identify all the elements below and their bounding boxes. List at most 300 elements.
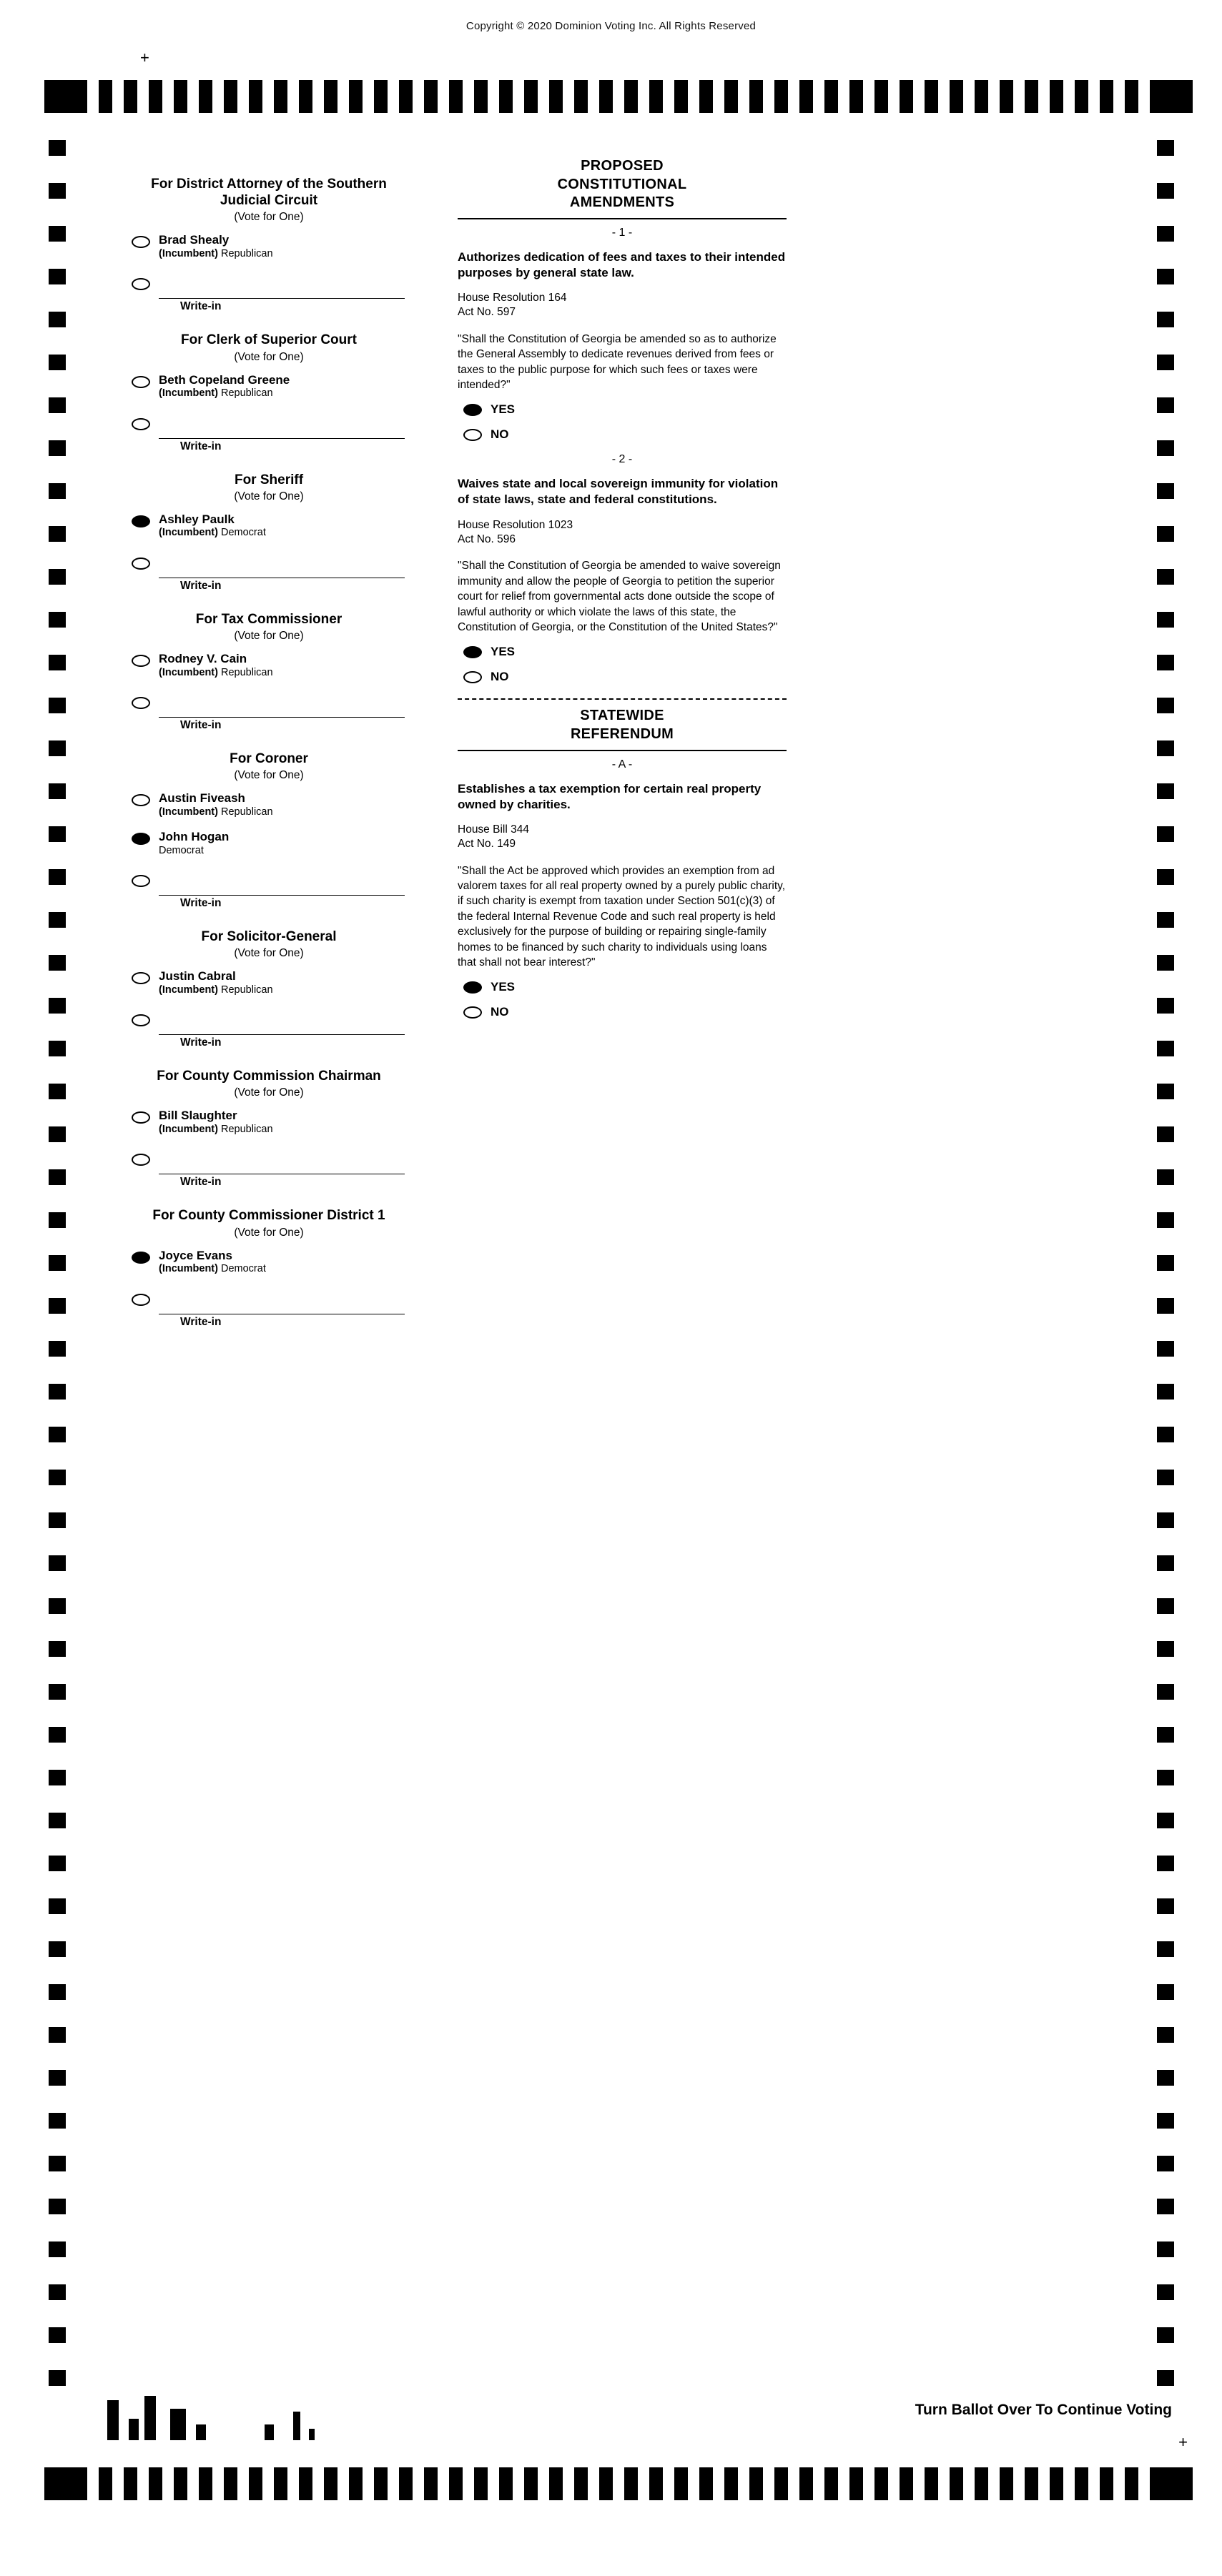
ballot-id-mark (107, 2400, 119, 2440)
timing-mark (1157, 1941, 1174, 1957)
timing-mark (249, 80, 262, 113)
timing-mark (1100, 80, 1113, 113)
timing-mark (324, 80, 337, 113)
timing-mark (199, 80, 212, 113)
timing-mark (274, 80, 287, 113)
timing-mark (1157, 1598, 1174, 1614)
contest-3 (126, 472, 412, 593)
timing-mark (1000, 2467, 1013, 2500)
timing-mark (1157, 1555, 1174, 1571)
timing-mark (49, 1984, 66, 2000)
write-in-line[interactable] (159, 277, 405, 299)
timing-mark (124, 80, 137, 113)
candidate-party: (Incumbent) Republican (159, 984, 273, 996)
contest-2 (126, 332, 412, 452)
ballot-id-mark (196, 2424, 206, 2440)
contest-title: For Sheriff (234, 472, 304, 487)
timing-mark (149, 2467, 162, 2500)
contest-4 (126, 611, 412, 732)
timing-mark (1157, 1684, 1174, 1700)
vote-oval[interactable] (463, 1006, 482, 1019)
vote-oval[interactable] (132, 236, 150, 248)
timing-mark (49, 1427, 66, 1442)
write-in-label: Write-in (180, 897, 222, 910)
timing-mark (49, 2113, 66, 2129)
timing-mark (1157, 1856, 1174, 1871)
write-in-line[interactable] (159, 417, 405, 439)
timing-mark (224, 2467, 237, 2500)
measure-option-label: YES (491, 402, 516, 417)
timing-mark (1157, 1427, 1174, 1442)
candidate-option[interactable] (126, 513, 412, 542)
timing-mark (1157, 355, 1174, 370)
timing-mark (1157, 483, 1174, 499)
timing-mark (1157, 1126, 1174, 1142)
timing-mark (599, 80, 613, 113)
contest-title: For Solicitor-General (201, 929, 337, 945)
write-in-option[interactable] (126, 417, 412, 453)
vote-oval[interactable] (132, 1111, 150, 1124)
measure-body: "Shall the Constitution of Georgia be amended to waive sovereign immunity and allow the people of Georgia to petition the superior court for relief from governmental acts done outside the scope of lawful authority or which violate the laws of this state, the Constitution of Georgia, or the Constitution of the United States?" (458, 560, 781, 633)
turn-ballot-over-text: Turn Ballot Over To Continue Voting (915, 2402, 1172, 2418)
timing-mark (1157, 526, 1174, 542)
vote-oval[interactable] (132, 515, 150, 527)
timing-mark (1157, 1813, 1174, 1828)
timing-mark (774, 80, 788, 113)
timing-mark (1125, 80, 1138, 113)
measure-reference: House Resolution 164 Act No. 597 (458, 291, 567, 319)
timing-mark (1157, 226, 1174, 242)
candidate-party: (Incumbent) Democrat (159, 527, 266, 539)
timing-mark (49, 1298, 66, 1314)
timing-mark (49, 2241, 66, 2257)
timing-mark (49, 783, 66, 799)
timing-mark (44, 80, 87, 113)
timing-mark (49, 1770, 66, 1785)
candidate-party: (Incumbent) Republican (159, 666, 273, 678)
candidate-option[interactable] (126, 970, 412, 999)
write-in-option[interactable] (126, 873, 412, 910)
vote-oval[interactable] (463, 671, 482, 683)
vote-oval[interactable] (132, 794, 150, 806)
timing-mark (49, 2156, 66, 2171)
measure-option[interactable] (458, 980, 787, 999)
write-in-option[interactable] (126, 1292, 412, 1329)
measure-body: "Shall the Constitution of Georgia be amended so as to authorize the General Assembly to dedicate revenues derived from fees or taxes to the public purpose for which such fees or taxes were intended?" (458, 332, 777, 391)
timing-mark (1157, 140, 1174, 156)
candidate-party: (Incumbent) Republican (159, 387, 273, 400)
timing-mark (1157, 698, 1174, 713)
timing-mark (1157, 869, 1174, 885)
ballot-id-mark (309, 2429, 315, 2440)
timing-mark (1157, 1984, 1174, 2000)
candidate-option[interactable] (126, 374, 412, 402)
candidate-name: Brad Shealy (159, 233, 230, 247)
candidate-name: Bill Slaughter (159, 1109, 237, 1123)
ballot-id-mark (144, 2396, 156, 2440)
timing-mark (799, 80, 813, 113)
timing-mark (174, 80, 187, 113)
write-in-option[interactable] (126, 1152, 412, 1189)
timing-mark (925, 2467, 938, 2500)
timing-mark (1157, 1898, 1174, 1914)
timing-mark (49, 612, 66, 628)
timing-mark (49, 2284, 66, 2300)
ballot-id-mark (129, 2419, 139, 2440)
contest-instruction: (Vote for One) (234, 1086, 304, 1099)
measure-3 (458, 758, 787, 1024)
timing-mark (374, 2467, 388, 2500)
timing-mark (1157, 1084, 1174, 1099)
timing-mark (49, 440, 66, 456)
timing-mark (1157, 269, 1174, 284)
timing-mark (824, 2467, 838, 2500)
timing-mark (49, 912, 66, 928)
timing-mark (724, 80, 738, 113)
timing-mark (1157, 2070, 1174, 2086)
timing-mark (499, 80, 513, 113)
write-in-line[interactable] (159, 1152, 405, 1174)
timing-mark (1157, 2027, 1174, 2043)
timing-mark (1157, 612, 1174, 628)
timing-mark (99, 2467, 112, 2500)
timing-mark (1157, 1641, 1174, 1657)
vote-oval[interactable] (463, 429, 482, 441)
timing-mark (49, 1212, 66, 1228)
candidate-party: (Incumbent) Republican (159, 1124, 273, 1136)
copyright-notice: Copyright © 2020 Dominion Voting Inc. All Rights Reserved (465, 20, 757, 32)
write-in-option[interactable] (126, 695, 412, 732)
candidate-option[interactable] (126, 234, 412, 262)
timing-mark (1157, 655, 1174, 670)
vote-oval[interactable] (132, 418, 150, 430)
timing-mark (399, 80, 413, 113)
measure-option-label: YES (491, 980, 516, 994)
timing-mark (49, 526, 66, 542)
write-in-option[interactable] (126, 277, 412, 313)
timing-mark (349, 80, 363, 113)
timing-mark (49, 1126, 66, 1142)
timing-mark (874, 80, 888, 113)
timing-mark (1157, 1255, 1174, 1271)
registration-mark-top-icon: + (140, 49, 149, 66)
timing-mark (699, 80, 713, 113)
timing-mark (49, 226, 66, 242)
candidate-name: Justin Cabral (159, 969, 236, 984)
vote-oval[interactable] (463, 646, 482, 658)
timing-mark (1157, 1770, 1174, 1785)
timing-mark (1075, 80, 1088, 113)
timing-mark (49, 183, 66, 199)
contest-instruction: (Vote for One) (234, 629, 304, 642)
timing-mark (49, 1384, 66, 1400)
measure-body: "Shall the Act be approved which provides an exemption from ad valorem taxes for all real property owned by a purely public charity, if such charity is exempt from taxation under Section 501(c)(3) of the federal Internal Revenue Code and such real property is held exclusively for the purpose of building or repairing single-family homes to be financed by such charity to individuals using loans that shall not bear interest?" (458, 864, 786, 969)
candidate-party: (Incumbent) Republican (159, 806, 273, 818)
measure-title: Waives state and local sovereign immunity for violation of state laws, state and federal constitutions. (458, 477, 779, 507)
vote-oval[interactable] (463, 404, 482, 416)
timing-mark (925, 80, 938, 113)
candidate-option[interactable] (126, 1109, 412, 1138)
timing-mark (1157, 1298, 1174, 1314)
write-in-line[interactable] (159, 873, 405, 896)
timing-mark (49, 2327, 66, 2343)
contest-title: For County Commissioner District 1 (152, 1208, 385, 1224)
timing-mark (174, 2467, 187, 2500)
candidate-name: John Hogan (159, 830, 230, 844)
vote-oval[interactable] (132, 1014, 150, 1026)
timing-mark (674, 80, 688, 113)
contest-1 (126, 176, 412, 313)
candidate-party: (Incumbent) Democrat (159, 1263, 266, 1275)
timing-mark (44, 2467, 87, 2500)
timing-mark (474, 2467, 488, 2500)
vote-oval[interactable] (132, 1294, 150, 1306)
timing-mark (1025, 2467, 1038, 2500)
timing-mark (99, 80, 112, 113)
candidate-name: Ashley Paulk (159, 512, 235, 526)
write-in-line[interactable] (159, 1013, 405, 1035)
timing-mark (749, 80, 763, 113)
candidate-option[interactable] (126, 792, 412, 821)
registration-mark-bottom-icon: + (1178, 2433, 1188, 2451)
timing-mark (199, 2467, 212, 2500)
contest-5 (126, 750, 412, 910)
timing-mark (524, 80, 538, 113)
timing-mark (774, 2467, 788, 2500)
write-in-line[interactable] (159, 695, 405, 718)
timing-mark (49, 483, 66, 499)
timing-mark (449, 80, 463, 113)
ballot-column-left (126, 157, 412, 1329)
measure-option[interactable] (458, 670, 787, 688)
timing-mark (1157, 183, 1174, 199)
measure-title: Establishes a tax exemption for certain real property owned by charities. (458, 781, 762, 811)
timing-mark (900, 80, 913, 113)
timing-mark (849, 2467, 863, 2500)
timing-mark (1157, 2113, 1174, 2129)
timing-mark (1157, 440, 1174, 456)
timing-mark (49, 569, 66, 585)
timing-mark (699, 2467, 713, 2500)
timing-mark (549, 80, 563, 113)
timing-mark (49, 397, 66, 413)
timing-mark (674, 2467, 688, 2500)
timing-mark (49, 1641, 66, 1657)
timing-mark (49, 269, 66, 284)
timing-mark (1157, 783, 1174, 799)
ballot-id-mark (265, 2424, 274, 2440)
proposed-amendments-banner: PROPOSED CONSTITUTIONAL AMENDMENTS (458, 157, 787, 219)
timing-mark (299, 80, 312, 113)
timing-mark (49, 1727, 66, 1743)
timing-mark (1150, 2467, 1193, 2500)
measure-option-label: YES (491, 645, 516, 659)
timing-mark (49, 2070, 66, 2086)
timing-mark (724, 2467, 738, 2500)
measure-option[interactable] (458, 645, 787, 663)
timing-mark (49, 1255, 66, 1271)
timing-mark (424, 2467, 438, 2500)
timing-mark (749, 2467, 763, 2500)
timing-mark (49, 998, 66, 1014)
timing-mark (449, 2467, 463, 2500)
candidate-party: Democrat (159, 844, 204, 856)
write-in-line[interactable] (159, 1292, 405, 1314)
timing-mark (324, 2467, 337, 2500)
timing-mark (49, 1084, 66, 1099)
timing-mark (574, 80, 588, 113)
timing-mark (1000, 80, 1013, 113)
timing-mark (624, 80, 638, 113)
vote-oval[interactable] (132, 278, 150, 290)
candidate-option[interactable] (126, 1249, 412, 1278)
contest-7 (126, 1068, 412, 1189)
write-in-label: Write-in (180, 1315, 222, 1328)
statewide-referendum-banner: STATEWIDE REFERENDUM (458, 698, 787, 750)
write-in-option[interactable] (126, 556, 412, 593)
contest-title: For Clerk of Superior Court (181, 332, 357, 348)
timing-mark (49, 312, 66, 327)
timing-mark (549, 2467, 563, 2500)
timing-mark (1157, 2327, 1174, 2343)
timing-mark (1157, 1512, 1174, 1528)
timing-mark (49, 1041, 66, 1056)
measure-option-label: NO (491, 670, 509, 684)
timing-mark (975, 2467, 988, 2500)
timing-mark (1157, 1727, 1174, 1743)
measure-option[interactable] (458, 427, 787, 446)
timing-mark (499, 2467, 513, 2500)
timing-mark (874, 2467, 888, 2500)
timing-mark (1025, 80, 1038, 113)
timing-mark (950, 2467, 963, 2500)
vote-oval[interactable] (463, 981, 482, 994)
contest-instruction: (Vote for One) (234, 350, 304, 363)
timing-mark (975, 80, 988, 113)
contest-title: For Coroner (230, 750, 308, 766)
write-in-option[interactable] (126, 1013, 412, 1049)
vote-oval[interactable] (132, 655, 150, 667)
timing-mark (49, 1684, 66, 1700)
measure-number: - 1 - (611, 226, 633, 239)
measure-1 (458, 227, 787, 447)
timing-marks-left (49, 140, 66, 2413)
candidate-option[interactable] (126, 653, 412, 681)
timing-mark (649, 80, 663, 113)
timing-mark (799, 2467, 813, 2500)
candidate-name: Beth Copeland Greene (159, 372, 290, 387)
timing-mark (49, 955, 66, 971)
write-in-label: Write-in (180, 579, 222, 592)
contest-instruction: (Vote for One) (234, 490, 304, 502)
candidate-name: Austin Fiveash (159, 791, 245, 806)
timing-mark (1157, 998, 1174, 1014)
timing-mark (1157, 312, 1174, 327)
measure-option[interactable] (458, 402, 787, 421)
contest-instruction: (Vote for One) (234, 947, 304, 960)
write-in-label: Write-in (180, 1036, 222, 1049)
timing-mark (49, 1555, 66, 1571)
measure-option-label: NO (491, 427, 509, 442)
vote-oval[interactable] (132, 972, 150, 984)
timing-mark (1157, 1041, 1174, 1056)
write-in-line[interactable] (159, 556, 405, 578)
candidate-party: (Incumbent) Republican (159, 248, 273, 260)
timing-mark (149, 80, 162, 113)
timing-mark (1157, 397, 1174, 413)
timing-mark (1157, 1470, 1174, 1485)
timing-mark (349, 2467, 363, 2500)
timing-mark (1157, 912, 1174, 928)
timing-mark (49, 2027, 66, 2043)
timing-mark (1157, 955, 1174, 971)
timing-mark (49, 1598, 66, 1614)
vote-oval[interactable] (132, 376, 150, 388)
timing-mark (49, 655, 66, 670)
timing-mark (1157, 1212, 1174, 1228)
measure-reference: House Bill 344 Act No. 149 (458, 823, 529, 851)
write-in-label: Write-in (180, 1176, 222, 1189)
timing-mark (599, 2467, 613, 2500)
timing-mark (49, 1470, 66, 1485)
timing-mark (900, 2467, 913, 2500)
timing-mark (49, 1341, 66, 1357)
timing-mark (1100, 2467, 1113, 2500)
timing-mark (299, 2467, 312, 2500)
timing-mark (49, 740, 66, 756)
vote-oval[interactable] (132, 875, 150, 887)
vote-oval[interactable] (132, 1252, 150, 1264)
timing-mark (49, 1941, 66, 1957)
timing-mark (424, 80, 438, 113)
measure-title: Authorizes dedication of fees and taxes to their intended purposes by general state law. (458, 249, 786, 279)
timing-mark (49, 2370, 66, 2386)
vote-oval[interactable] (132, 558, 150, 570)
measure-2 (458, 453, 787, 688)
write-in-label: Write-in (180, 300, 222, 313)
write-in-label: Write-in (180, 718, 222, 731)
measure-number: - 2 - (611, 453, 633, 466)
write-in-label: Write-in (180, 440, 222, 452)
timing-mark (399, 2467, 413, 2500)
timing-mark (1157, 1384, 1174, 1400)
timing-mark (49, 1169, 66, 1185)
timing-mark (124, 2467, 137, 2500)
contest-instruction: (Vote for One) (234, 1226, 304, 1239)
candidate-option[interactable] (126, 831, 412, 859)
timing-mark (624, 2467, 638, 2500)
vote-oval[interactable] (132, 1154, 150, 1166)
measure-option-label: NO (491, 1005, 509, 1019)
timing-mark (1050, 80, 1063, 113)
timing-mark (224, 80, 237, 113)
timing-marks-top (44, 80, 1204, 113)
timing-mark (1157, 826, 1174, 842)
ballot-column-right (458, 157, 787, 1024)
vote-oval[interactable] (132, 697, 150, 709)
measure-reference: House Resolution 1023 Act No. 596 (458, 518, 573, 546)
timing-mark (1157, 1341, 1174, 1357)
vote-oval[interactable] (132, 833, 150, 845)
timing-mark (1157, 740, 1174, 756)
timing-mark (1157, 2241, 1174, 2257)
timing-mark (49, 355, 66, 370)
measure-option[interactable] (458, 1005, 787, 1024)
contest-instruction: (Vote for One) (234, 769, 304, 782)
timing-mark (524, 2467, 538, 2500)
timing-mark (49, 2199, 66, 2214)
timing-mark (649, 2467, 663, 2500)
